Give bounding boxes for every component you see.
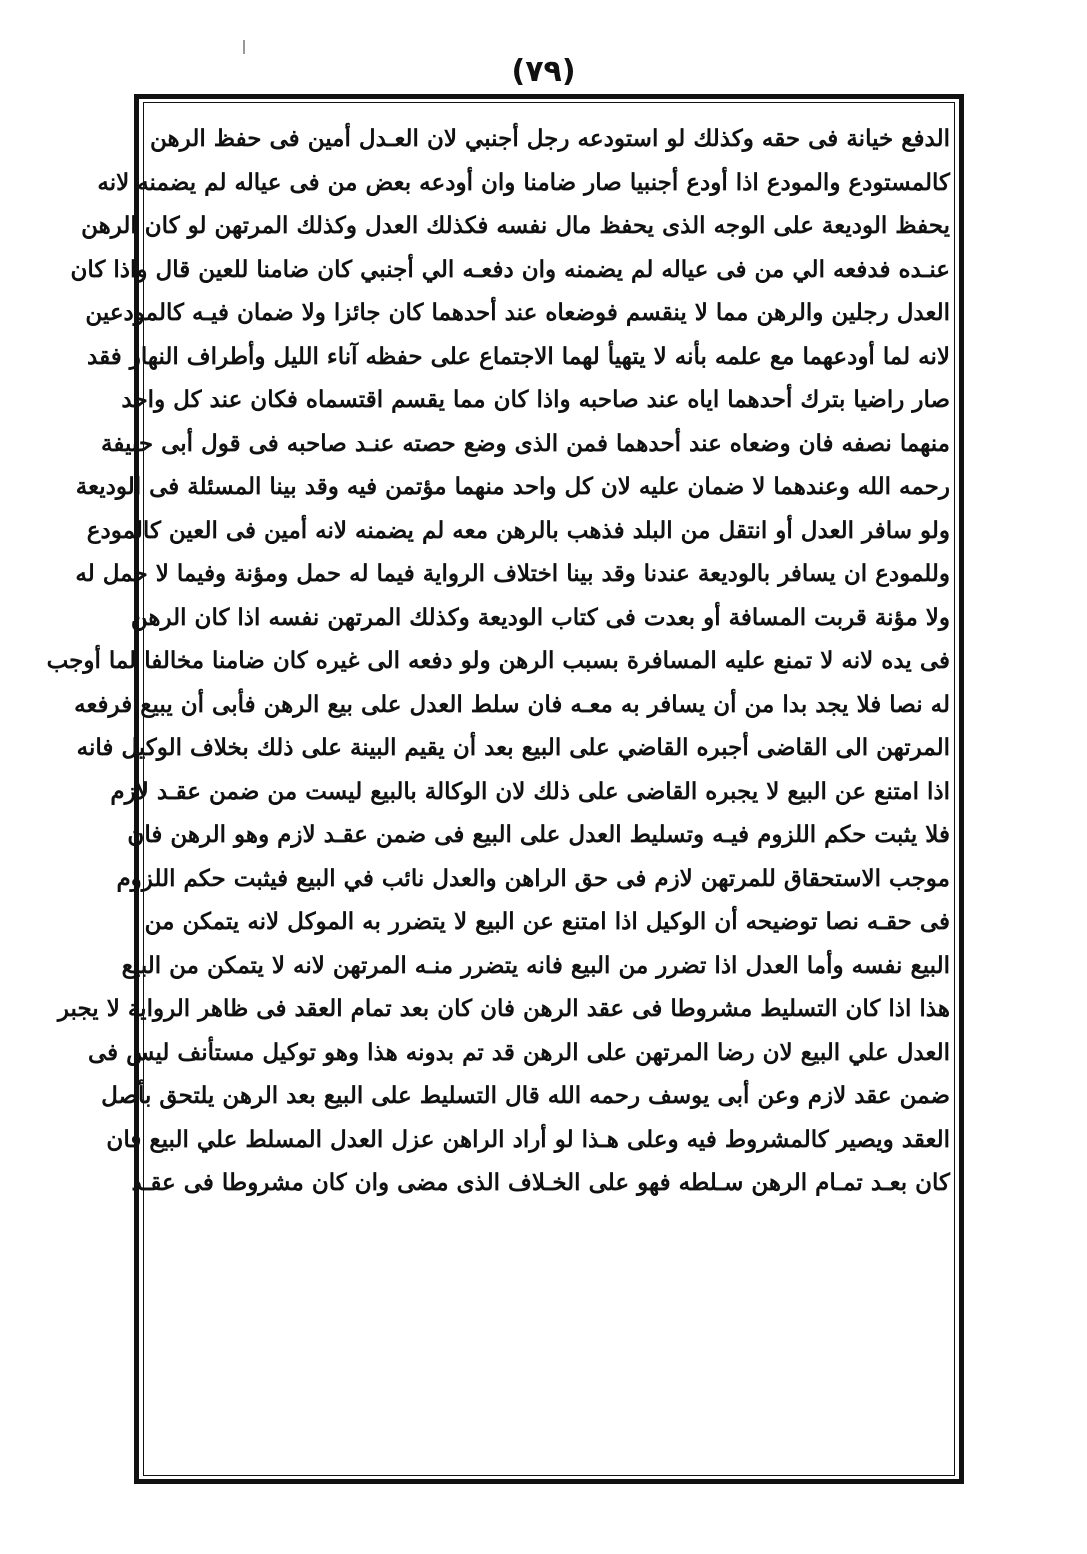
body-text [46, 117, 950, 1467]
text-line-22: العدل علي البيع لان رضا المرتهن على الرهن قد تم بدونه هذا وهو توكيل مستأنف ليس فى [87, 1038, 950, 1066]
text-line-3: يحفظ الوديعة على الوجه الذى يحفظ مال نفسه فكذلك العدل وكذلك المرتهن لو كان الرهن [81, 212, 950, 239]
text-line-23: ضمن عقد لازم وعن أبى يوسف رحمه الله قال التسليط على البيع بعد الرهن يلتحق بأصل [101, 1082, 950, 1109]
page-number: (٧٩) [511, 54, 576, 89]
text-line-21: هذا اذا كان التسليط مشروطا فى عقد الرهن فان كان بعد تمام العقد فى ظاهر الرواية لا يجبر [57, 995, 950, 1022]
text-line-25: كان بعـد تمـام الرهن سـلطه فهو على الخـلاف الذى مضى وان كان مشروطا فى عقـد [131, 1169, 950, 1196]
text-line-16: اذا امتنع عن البيع لا يجبره القاضى على ذلك لان الوكالة بالبيع ليست من ضمن عقـد لازم [110, 777, 950, 805]
text-line-9: رحمه الله وعندهما لا ضمان عليه لان كل واحد منهما مؤتمن فيه وقد بينا المسئلة فى الوديعة [75, 473, 950, 500]
text-line-7: صار راضيا بترك أحدهما اياه عند صاحبه واذا كان مما يقسم اقتسماه فكان عند كل واحد [121, 386, 950, 413]
text-line-1: الدفع خيانة فى حقه وكذلك لو استودعه رجل أجنبي لان العـدل أمين فى حفظ الرهن [150, 125, 950, 152]
text-line-5: العدل رجلين والرهن مما لا ينقسم فوضعاه عند أحدهما كان جائزا ولا ضمان فيـه كالمودعين [85, 299, 950, 326]
text-line-19: فى حقـه نصا توضيحه أن الوكيل اذا امتنع عن البيع لا يتضرر به الموكل لانه يتمكن من [144, 908, 950, 935]
text-line-10: ولو سافر العدل أو انتقل من البلد فذهب بالرهن معه لم يضمنه لانه أمين فى العين كالمودع [86, 516, 950, 544]
text-line-18: موجب الاستحقاق للمرتهن لازم فى حق الراهن والعدل نائب في البيع فيثبت حكم اللزوم [116, 864, 950, 892]
text-line-24: العقد ويصير كالمشروط فيه وعلى هـذا لو أراد الراهن عزل العدل المسلط علي البيع فان [106, 1125, 950, 1153]
text-line-17: فلا يثبت حكم اللزوم فيـه وتسليط العدل على البيع فى ضمن عقـد لازم وهو الرهن فان [127, 821, 950, 848]
text-line-2: كالمستودع والمودع اذا أودع أجنبيا صار ضامنا وان أودعه بعض من فى عياله لم يضمنه لانه [97, 168, 950, 196]
text-line-15: المرتهن الى القاضى أجبره القاضي على البيع بعد أن يقيم البينة على ذلك بخلاف الوكيل فانه [76, 734, 950, 761]
text-line-6: لانه لما أودعهما مع علمه بأنه لا يتهيأ لهما الاجتماع على حفظه آناء الليل وأطراف النهار فقد [87, 342, 950, 370]
text-line-13: فى يده لانه لا تمنع عليه المسافرة بسبب الرهن ولو دفعه الى غيره كان ضامنا مخالفا لما أوجب [46, 647, 950, 674]
text-line-14: له نصا فلا يجد بدا من أن يسافر به معـه فان سلط العدل على بيع الرهن فأبى أن يبيع فرفعه [74, 690, 950, 718]
text-line-8: منهما نصفه فان وضعاه عند أحدهما فمن الذى وضع حصته عنـد صاحبه فى قول أبى حنيفة [101, 429, 950, 457]
text-line-4: عنـده فدفعه الي من فى عياله لم يضمنه وان دفعـه الي أجنبي كان ضامنا للعين قال واذا كان [70, 255, 950, 283]
text-line-11: وللمودع ان يسافر بالوديعة عندنا وقد بينا اختلاف الرواية فيما له حمل ومؤنة وفيما لا حمل له [75, 560, 950, 587]
text-line-12: ولا مؤنة قربت المسافة أو بعدت فى كتاب الوديعة وكذلك المرتهن نفسه اذا كان الرهن [130, 603, 950, 631]
text-line-20: البيع نفسه وأما العدل اذا تضرر من البيع فانه يتضرر منـه المرتهن لانه لا يتمكن من البيع [121, 951, 950, 979]
